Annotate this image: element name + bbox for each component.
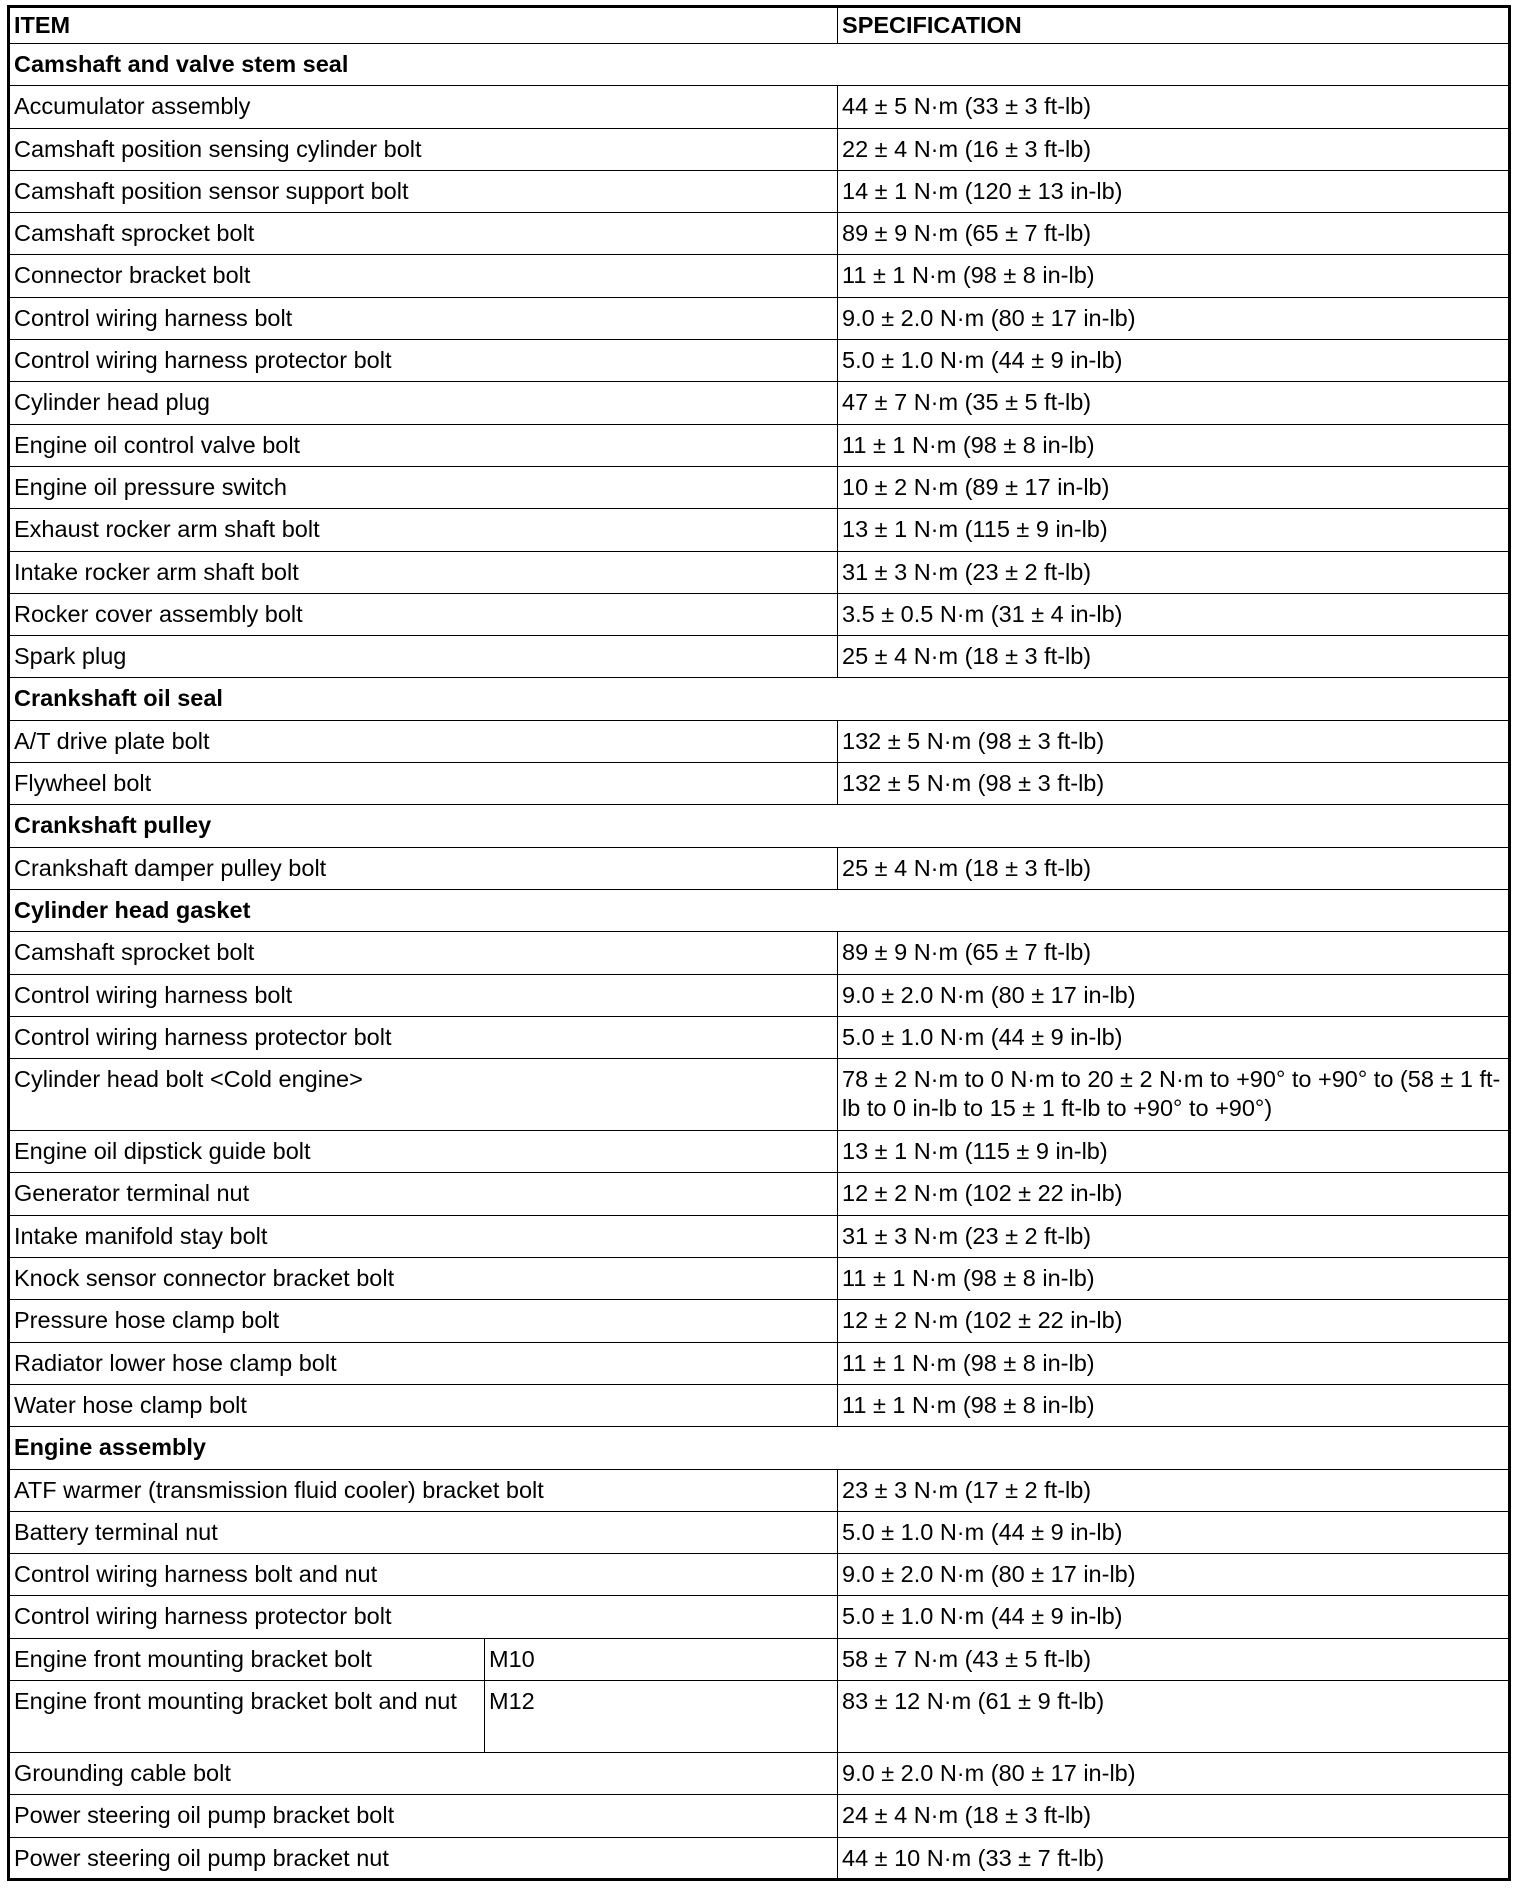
spec-cell: 11 ± 1 N·m (98 ± 8 in-lb) — [838, 424, 1510, 466]
item-cell: Camshaft sprocket bolt — [9, 213, 838, 255]
table-row — [9, 720, 1510, 762]
item-cell: Engine front mounting bracket bolt and nut — [9, 1680, 485, 1752]
section-row — [9, 44, 1510, 86]
table-row — [9, 1511, 1510, 1553]
item-cell: A/T drive plate bolt — [9, 720, 838, 762]
item-cell: Power steering oil pump bracket bolt — [9, 1795, 838, 1837]
item-cell: Intake manifold stay bolt — [9, 1215, 838, 1257]
spec-cell: 11 ± 1 N·m (98 ± 8 in-lb) — [838, 1342, 1510, 1384]
spec-cell: 11 ± 1 N·m (98 ± 8 in-lb) — [838, 1384, 1510, 1426]
section-row — [9, 678, 1510, 720]
spec-cell: 132 ± 5 N·m (98 ± 3 ft-lb) — [838, 763, 1510, 805]
spec-cell: 31 ± 3 N·m (23 ± 2 ft-lb) — [838, 551, 1510, 593]
spec-cell: 5.0 ± 1.0 N·m (44 ± 9 in-lb) — [838, 340, 1510, 382]
table-row — [9, 1469, 1510, 1511]
spec-cell: 25 ± 4 N·m (18 ± 3 ft-lb) — [838, 636, 1510, 678]
table-row — [9, 86, 1510, 128]
table-row — [9, 1059, 1510, 1131]
spec-cell: 10 ± 2 N·m (89 ± 17 in-lb) — [838, 466, 1510, 508]
table-row — [9, 297, 1510, 339]
torque-spec-table — [7, 5, 1511, 1881]
spec-cell: 44 ± 5 N·m (33 ± 3 ft-lb) — [838, 86, 1510, 128]
spec-cell: 9.0 ± 2.0 N·m (80 ± 17 in-lb) — [838, 297, 1510, 339]
spec-cell: 14 ± 1 N·m (120 ± 13 in-lb) — [838, 170, 1510, 212]
item-cell: Exhaust rocker arm shaft bolt — [9, 509, 838, 551]
item-cell: Control wiring harness protector bolt — [9, 340, 838, 382]
item-cell: Water hose clamp bolt — [9, 1384, 838, 1426]
spec-cell: 9.0 ± 2.0 N·m (80 ± 17 in-lb) — [838, 1554, 1510, 1596]
spec-cell: 58 ± 7 N·m (43 ± 5 ft-lb) — [838, 1638, 1510, 1680]
spec-cell: 11 ± 1 N·m (98 ± 8 in-lb) — [838, 1258, 1510, 1300]
table-row — [9, 128, 1510, 170]
size-cell: M12 — [485, 1680, 838, 1752]
item-cell: Radiator lower hose clamp bolt — [9, 1342, 838, 1384]
item-cell: Control wiring harness bolt and nut — [9, 1554, 838, 1596]
table-row — [9, 932, 1510, 974]
item-cell: Knock sensor connector bracket bolt — [9, 1258, 838, 1300]
spec-cell: 5.0 ± 1.0 N·m (44 ± 9 in-lb) — [838, 1511, 1510, 1553]
table-row — [9, 1131, 1510, 1173]
table-row — [9, 1300, 1510, 1342]
spec-cell: 23 ± 3 N·m (17 ± 2 ft-lb) — [838, 1469, 1510, 1511]
section-title: Crankshaft pulley — [9, 805, 1510, 847]
item-cell: Control wiring harness bolt — [9, 297, 838, 339]
table-row — [9, 170, 1510, 212]
item-cell: Generator terminal nut — [9, 1173, 838, 1215]
section-row — [9, 1427, 1510, 1469]
spec-cell: 47 ± 7 N·m (35 ± 5 ft-lb) — [838, 382, 1510, 424]
table-body — [9, 44, 1510, 1880]
table-row — [9, 255, 1510, 297]
header-item: ITEM — [9, 7, 838, 44]
item-cell: Rocker cover assembly bolt — [9, 593, 838, 635]
spec-cell: 9.0 ± 2.0 N·m (80 ± 17 in-lb) — [838, 974, 1510, 1016]
table-row — [9, 763, 1510, 805]
table-row — [9, 593, 1510, 635]
table-row — [9, 1016, 1510, 1058]
section-title: Engine assembly — [9, 1427, 1510, 1469]
spec-cell: 44 ± 10 N·m (33 ± 7 ft-lb) — [838, 1837, 1510, 1879]
spec-cell: 5.0 ± 1.0 N·m (44 ± 9 in-lb) — [838, 1596, 1510, 1638]
spec-cell: 31 ± 3 N·m (23 ± 2 ft-lb) — [838, 1215, 1510, 1257]
item-cell: Camshaft position sensing cylinder bolt — [9, 128, 838, 170]
item-cell: Engine oil dipstick guide bolt — [9, 1131, 838, 1173]
spec-cell: 25 ± 4 N·m (18 ± 3 ft-lb) — [838, 847, 1510, 889]
section-title: Crankshaft oil seal — [9, 678, 1510, 720]
table-row — [9, 1596, 1510, 1638]
table-row — [9, 1680, 1510, 1752]
section-row — [9, 889, 1510, 931]
item-cell: Control wiring harness protector bolt — [9, 1016, 838, 1058]
item-cell: Engine front mounting bracket bolt — [9, 1638, 485, 1680]
table-header-row — [9, 7, 1510, 44]
table-row — [9, 1554, 1510, 1596]
table-row — [9, 1258, 1510, 1300]
spec-cell: 89 ± 9 N·m (65 ± 7 ft-lb) — [838, 932, 1510, 974]
spec-cell: 89 ± 9 N·m (65 ± 7 ft-lb) — [838, 213, 1510, 255]
spec-cell: 9.0 ± 2.0 N·m (80 ± 17 in-lb) — [838, 1752, 1510, 1794]
table-row — [9, 1837, 1510, 1879]
item-cell: Accumulator assembly — [9, 86, 838, 128]
table-row — [9, 213, 1510, 255]
item-cell: Intake rocker arm shaft bolt — [9, 551, 838, 593]
table-row — [9, 1342, 1510, 1384]
table-row — [9, 382, 1510, 424]
spec-cell: 83 ± 12 N·m (61 ± 9 ft-lb) — [838, 1680, 1510, 1752]
spec-cell: 22 ± 4 N·m (16 ± 3 ft-lb) — [838, 128, 1510, 170]
item-cell: Cylinder head bolt <Cold engine> — [9, 1059, 838, 1131]
item-cell: Pressure hose clamp bolt — [9, 1300, 838, 1342]
table-row — [9, 1173, 1510, 1215]
item-cell: Power steering oil pump bracket nut — [9, 1837, 838, 1879]
spec-cell: 11 ± 1 N·m (98 ± 8 in-lb) — [838, 255, 1510, 297]
spec-cell: 13 ± 1 N·m (115 ± 9 in-lb) — [838, 1131, 1510, 1173]
table-row — [9, 1638, 1510, 1680]
table-row — [9, 1215, 1510, 1257]
table-row — [9, 1795, 1510, 1837]
table-row — [9, 551, 1510, 593]
table-row — [9, 466, 1510, 508]
item-cell: Battery terminal nut — [9, 1511, 838, 1553]
table-row — [9, 847, 1510, 889]
spec-cell: 78 ± 2 N·m to 0 N·m to 20 ± 2 N·m to +90° to +90° to (58 ± 1 ft-lb to 0 in-lb to 15 ± 1 ft-lb to +90° to +90°) — [838, 1059, 1510, 1131]
spec-cell: 3.5 ± 0.5 N·m (31 ± 4 in-lb) — [838, 593, 1510, 635]
item-cell: Camshaft sprocket bolt — [9, 932, 838, 974]
item-cell: Cylinder head plug — [9, 382, 838, 424]
item-cell: ATF warmer (transmission fluid cooler) bracket bolt — [9, 1469, 838, 1511]
table-row — [9, 1752, 1510, 1794]
header-specification: SPECIFICATION — [838, 7, 1510, 44]
spec-cell: 12 ± 2 N·m (102 ± 22 in-lb) — [838, 1173, 1510, 1215]
table-row — [9, 974, 1510, 1016]
item-cell: Control wiring harness protector bolt — [9, 1596, 838, 1638]
item-cell: Flywheel bolt — [9, 763, 838, 805]
table-row — [9, 424, 1510, 466]
item-cell: Crankshaft damper pulley bolt — [9, 847, 838, 889]
table-row — [9, 340, 1510, 382]
spec-cell: 5.0 ± 1.0 N·m (44 ± 9 in-lb) — [838, 1016, 1510, 1058]
item-cell: Connector bracket bolt — [9, 255, 838, 297]
section-title: Camshaft and valve stem seal — [9, 44, 1510, 86]
table-row — [9, 1384, 1510, 1426]
item-cell: Spark plug — [9, 636, 838, 678]
spec-cell: 132 ± 5 N·m (98 ± 3 ft-lb) — [838, 720, 1510, 762]
section-row — [9, 805, 1510, 847]
item-cell: Control wiring harness bolt — [9, 974, 838, 1016]
table-row — [9, 509, 1510, 551]
item-cell: Engine oil pressure switch — [9, 466, 838, 508]
item-cell: Engine oil control valve bolt — [9, 424, 838, 466]
spec-cell: 24 ± 4 N·m (18 ± 3 ft-lb) — [838, 1795, 1510, 1837]
size-cell: M10 — [485, 1638, 838, 1680]
item-cell: Camshaft position sensor support bolt — [9, 170, 838, 212]
section-title: Cylinder head gasket — [9, 889, 1510, 931]
item-cell: Grounding cable bolt — [9, 1752, 838, 1794]
spec-cell: 12 ± 2 N·m (102 ± 22 in-lb) — [838, 1300, 1510, 1342]
table-row — [9, 636, 1510, 678]
spec-cell: 13 ± 1 N·m (115 ± 9 in-lb) — [838, 509, 1510, 551]
